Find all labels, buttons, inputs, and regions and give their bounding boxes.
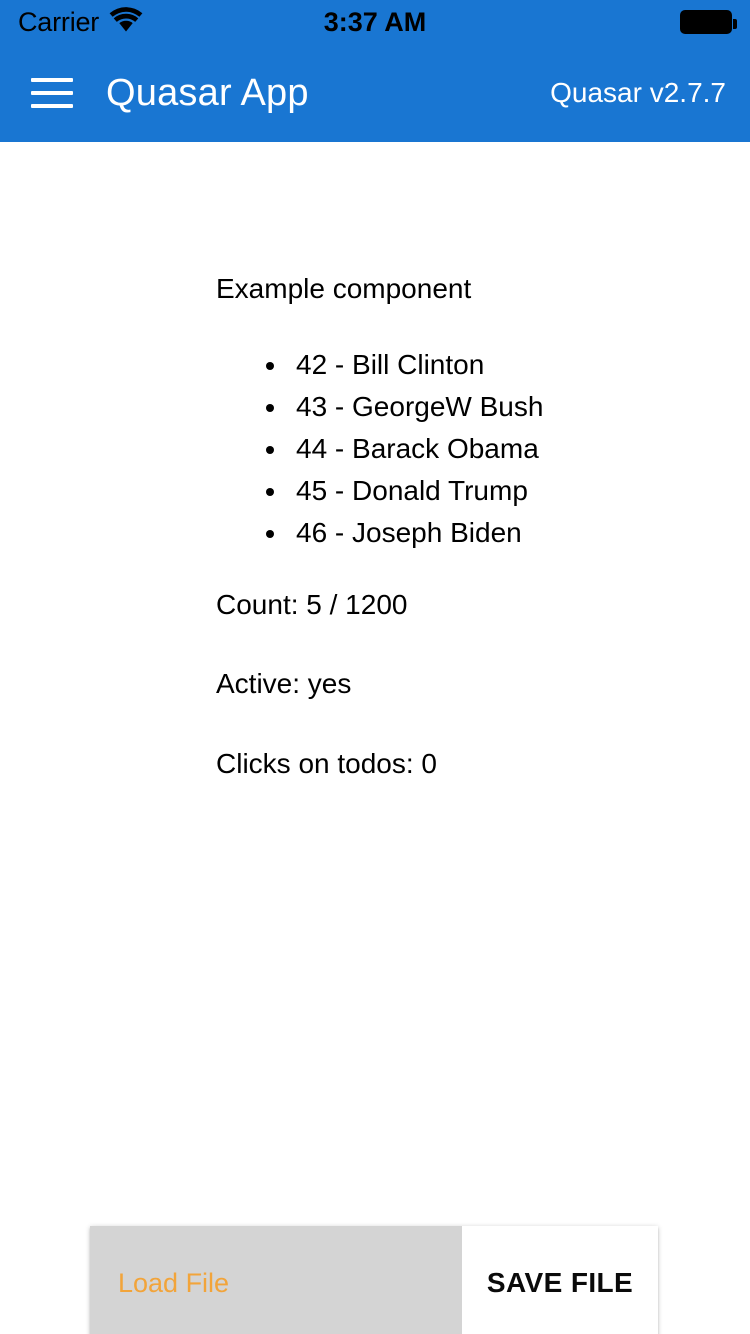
list-item[interactable]: 43 - GeorgeW Bush xyxy=(216,386,750,428)
status-bar xyxy=(0,0,750,44)
carrier-label: Carrier xyxy=(18,6,100,37)
save-file-button[interactable] xyxy=(462,1226,658,1334)
todo-list xyxy=(216,344,750,554)
load-file-input[interactable] xyxy=(90,1226,462,1334)
load-file-label: Load File xyxy=(118,1267,230,1298)
list-item[interactable]: 42 - Bill Clinton xyxy=(216,344,750,386)
status-bar-clock: 3:37 AM xyxy=(323,6,427,37)
active-text: Active: yes xyxy=(216,668,352,700)
wifi-icon xyxy=(109,7,143,38)
example-component xyxy=(0,142,750,780)
version-label: Quasar v2.7.7 xyxy=(550,77,726,108)
save-file-label: SAVE FILE xyxy=(486,1267,634,1298)
status-bar-right xyxy=(426,10,732,34)
page-container xyxy=(0,142,750,1334)
file-controls xyxy=(90,1226,658,1334)
list-item[interactable]: 46 - Joseph Biden xyxy=(216,512,750,554)
list-item[interactable]: 44 - Barack Obama xyxy=(216,428,750,470)
example-component-title: Example component xyxy=(216,273,472,304)
app-toolbar xyxy=(0,44,750,142)
battery-full-icon xyxy=(680,10,732,34)
clicks-text: Clicks on todos: 0 xyxy=(216,747,437,779)
status-bar-left xyxy=(18,7,324,38)
page-title: Quasar App xyxy=(106,71,309,114)
hamburger-menu-icon[interactable] xyxy=(24,65,80,121)
list-item[interactable]: 45 - Donald Trump xyxy=(216,470,750,512)
count-text: Count: 5 / 1200 xyxy=(216,588,408,620)
